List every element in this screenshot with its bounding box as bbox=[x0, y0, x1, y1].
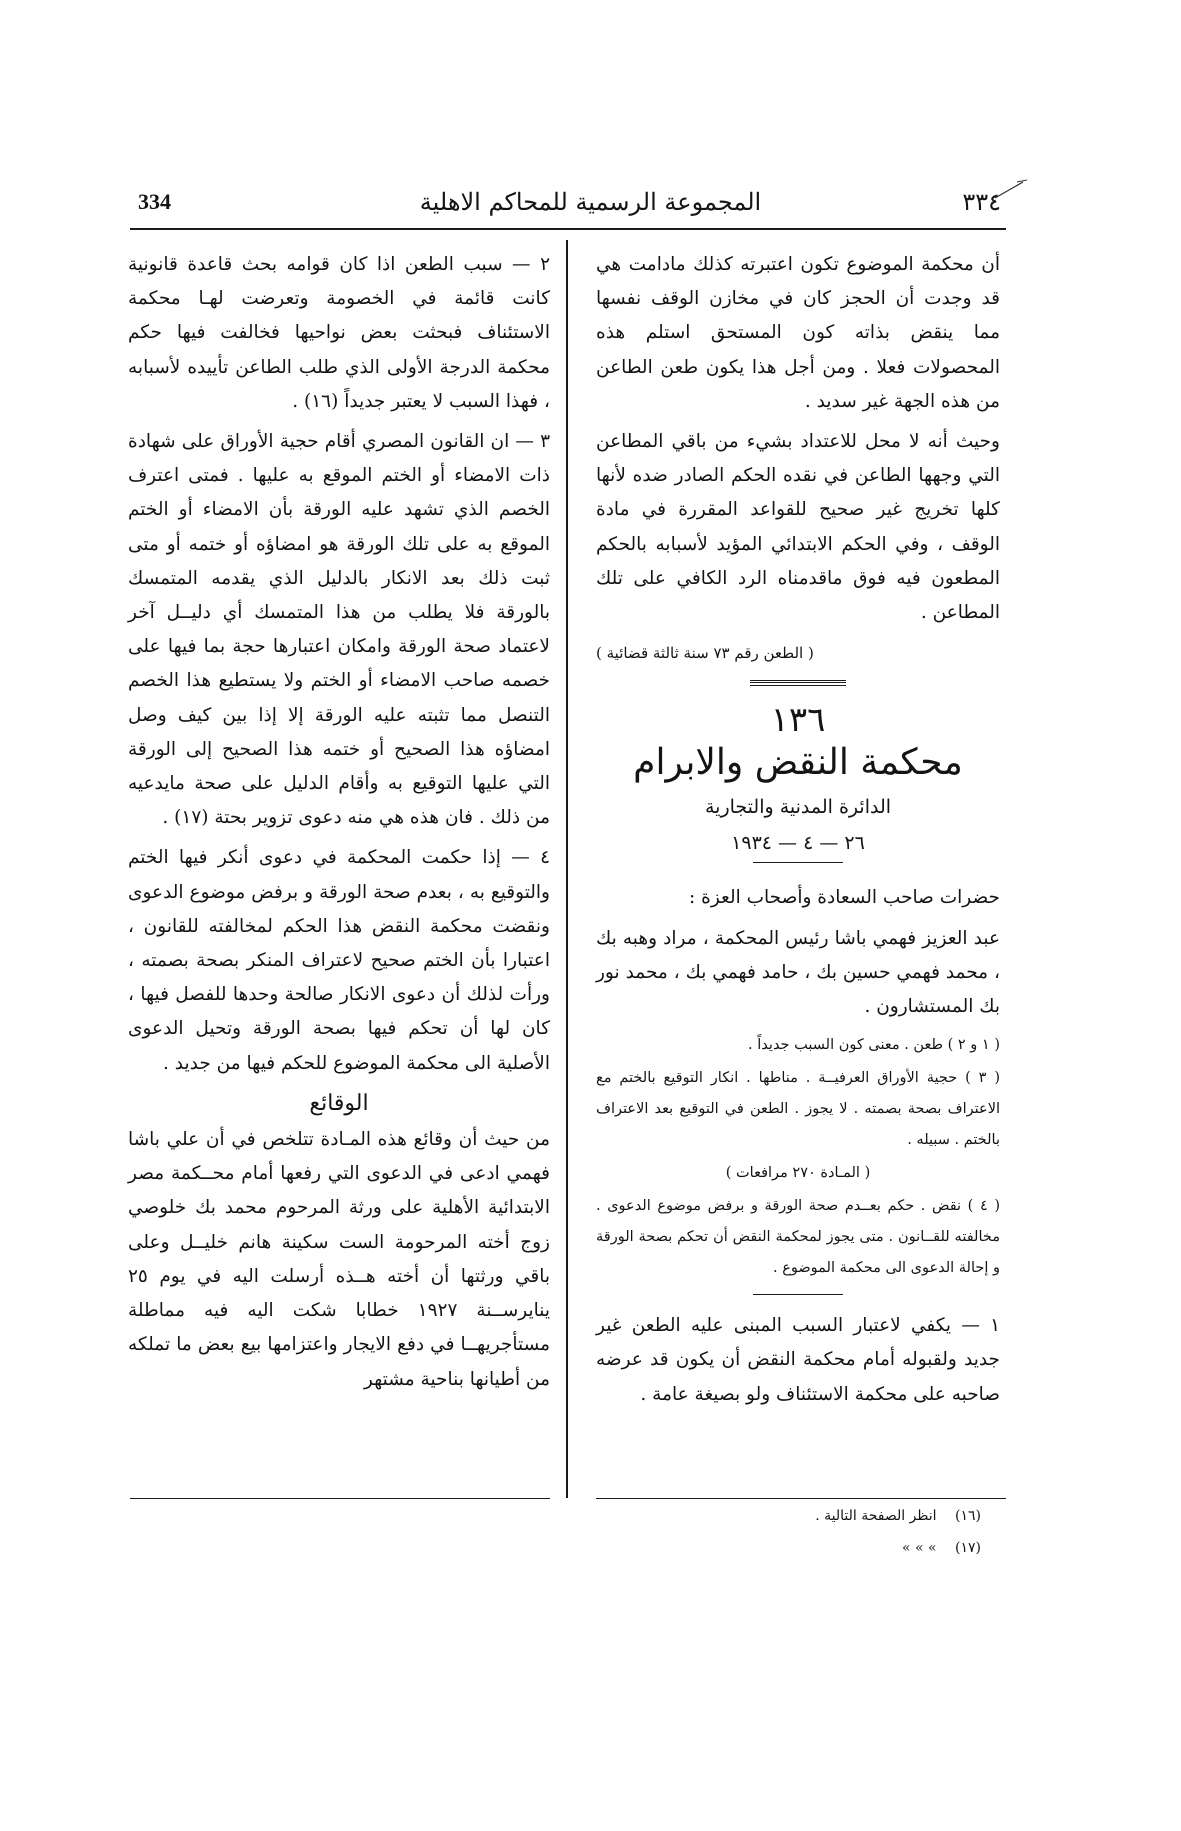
headnote-article: ( المـادة ٢٧٠ مرافعات ) bbox=[725, 1165, 871, 1182]
column-bottom-rule bbox=[130, 1498, 550, 1499]
running-title: المجموعة الرسمية للمحاكم الاهلية bbox=[419, 188, 762, 216]
footnote bbox=[815, 1504, 981, 1528]
principle: ١ — يكفي لاعتبار السبب المبنى عليه الطعن غير جديد ولقبوله أمام محكمة النقض أن يكون قد عرضه صاحبه على محكمة الاستئناف ولو بصيغة عامة . bbox=[596, 1315, 1000, 1405]
footnote-text: » » » bbox=[901, 1540, 937, 1556]
case-reference: ( الطعن رقم ٧٣ سنة ثالثة قضائية ) bbox=[596, 644, 814, 663]
headnote: ( ٣ ) حجية الأوراق العرفيــة . مناطها . انكار التوقيع بالختم مع الاعتراف بصحة بصمته . لا يجوز . الطعن في التوقيع بعد الاعتراف بالختم . سبيله . bbox=[596, 1070, 1000, 1149]
footnote bbox=[902, 1536, 981, 1560]
principle: ٤ — إذا حكمت المحكمة في دعوى أنكر فيها الختم والتوقيع به ، بعدم صحة الورقة و برفض موضوع الدعوى ونقضت محكمة النقض هذا الحكم لمخالفته للقانون ، اعتبارا بأن الختم صحيح لاعتراف المنكر بصحة بصمته ، ورأت لذلك أن دعوى الانكار صالحة وحدها للفصل فيها ، كان لها أن تحكم فيها بصحة الورقة وتحيل الدعوى الأصلية الى محكمة الموضوع للحكم فيها من جديد . bbox=[128, 847, 550, 1074]
judges-intro: حضرات صاحب السعادة وأصحاب العزة : bbox=[689, 887, 1000, 909]
headnotes bbox=[596, 1030, 1000, 1284]
column-divider bbox=[566, 240, 568, 1498]
footnote-text: انظر الصفحة التالية . bbox=[815, 1508, 937, 1524]
principle: ٣ — ان القانون المصري أقام حجية الأوراق على شهادة ذات الامضاء أو الختم الموقع به عليها . فمتى اعترف الخصم الذي تشهد عليه الورقة بأن الامضاء أو الختم الموقع به على تلك الورقة هو امضاؤه أو ختمه أو متى ثبت ذلك بعد الانكار بالدليل الذي يقدمه المتمسك بالورقة فلا يطلب من هذا المتمسك أي دليــل آخر لاعتماد صحة الورقة وامكان اعتبارها حجة بما فيها على خصمه صاحب الامضاء أو الختم ولا يستطيع هذا الخصم التنصل مما تثبته عليه الورقة إلا إذا بين كيف وصل امضاؤه هذا الصحيح أو ختمه هذا الصحيح إلى الورقة التي عليها التوقيع به وأقام الدليل على صحة مايدعيه من ذلك . فان هذه هي منه دعوى تزوير بحتة (١٧) . bbox=[128, 431, 550, 829]
judgment-date: ٢٦ — ٤ — ١٩٣٤ bbox=[731, 832, 865, 855]
headnote: ( ١ و ٢ ) طعن . معنى كون السبب جديداً . bbox=[748, 1037, 1000, 1054]
page-number-arabic: ٣٣٤ bbox=[962, 188, 1001, 216]
left-column bbox=[128, 248, 550, 1403]
headnote-rule bbox=[753, 1294, 843, 1295]
header-rule bbox=[130, 228, 1006, 230]
paragraph: وحيث أنه لا محل للاعتداد بشيء من باقي المطاعن التي وجهها الطاعن في نقده الحكم الصادر ضده لأنها كلها تخريج غير صحيح للقواعد المقررة في مادة الوقف ، وفي الحكم الابتدائي المؤيد لأسبابه بالحكم المطعون فيه فوق ماقدمناه الرد الكافي على تلك المطاعن . bbox=[596, 431, 1000, 624]
judges-list: عبد العزيز فهمي باشا رئيس المحكمة ، مراد وهبه بك ، محمد فهمي حسين بك ، حامد فهمي بك ، محمد نور بك المستشارون . bbox=[596, 927, 1000, 1018]
case-number: ١٣٦ bbox=[770, 700, 826, 741]
corner-mark-icon bbox=[993, 178, 1029, 202]
headnote: ( ٤ ) نقض . حكم بعــدم صحة الورقة و برفض موضوع الدعوى . مخالفته للقــانون . متى يجوز لمحكمة النقض أن تحكم بصحة الورقة و إحالة الدعوى الى محكمة الموضوع . bbox=[596, 1198, 1000, 1277]
court-name: محكمة النقض والابرام bbox=[633, 742, 963, 784]
principle: ٢ — سبب الطعن اذا كان قوامه بحث قاعدة قانونية كانت قائمة في الخصومة وتعرضت لهـا محكمة الاستئناف فبحثت بعض نواحيها فخالفت فيها حكم محكمة الدرجة الأولى الذي طلب الطاعن تأييده لأسبابه ، فهذا السبب لا يعتبر جديداً (١٦) . bbox=[128, 254, 550, 412]
footnote-number: (١٧) bbox=[955, 1540, 981, 1556]
date-rule bbox=[753, 862, 843, 863]
page-number-latin: 334 bbox=[138, 189, 171, 214]
right-column bbox=[596, 248, 1000, 1418]
paragraph: أن محكمة الموضوع تكون اعتبرته كذلك مادامت هي قد وجدت أن الحجز كان في مخازن الوقف نفسها مما ينقض بذاته كون المستحق استلم هذه المحصولات فعلا . ومن أجل هذا يكون طعن الطاعن من هذه الجهة غير سديد . bbox=[596, 254, 1000, 412]
footnote-number: (١٦) bbox=[955, 1508, 981, 1524]
section-separator bbox=[750, 680, 846, 686]
footnote-rule bbox=[596, 1498, 1006, 1499]
circuit-name: الدائرة المدنية والتجارية bbox=[704, 796, 892, 819]
facts-paragraph: من حيث أن وقائع هذه المـادة تتلخص في أن علي باشا فهمي ادعى في الدعوى التي رفعها أمام محــكمة مصر الابتدائية الأهلية على ورثة المرحوم محمد بك خلوصي زوج أخته المرحومة الست سكينة هانم خليــل وعلى باقي ورثتها أن أخته هــذه أرسلت اليه في يوم ٢٥ ينايرســنة ١٩٢٧ خطابا شكت اليه فيه مماطلة مستأجريهــا في دفع الايجار واعتزامها بيع بعض ما تملكه من أطيانها بناحية مشتهر bbox=[128, 1129, 550, 1390]
facts-heading: الوقائع bbox=[309, 1090, 369, 1116]
